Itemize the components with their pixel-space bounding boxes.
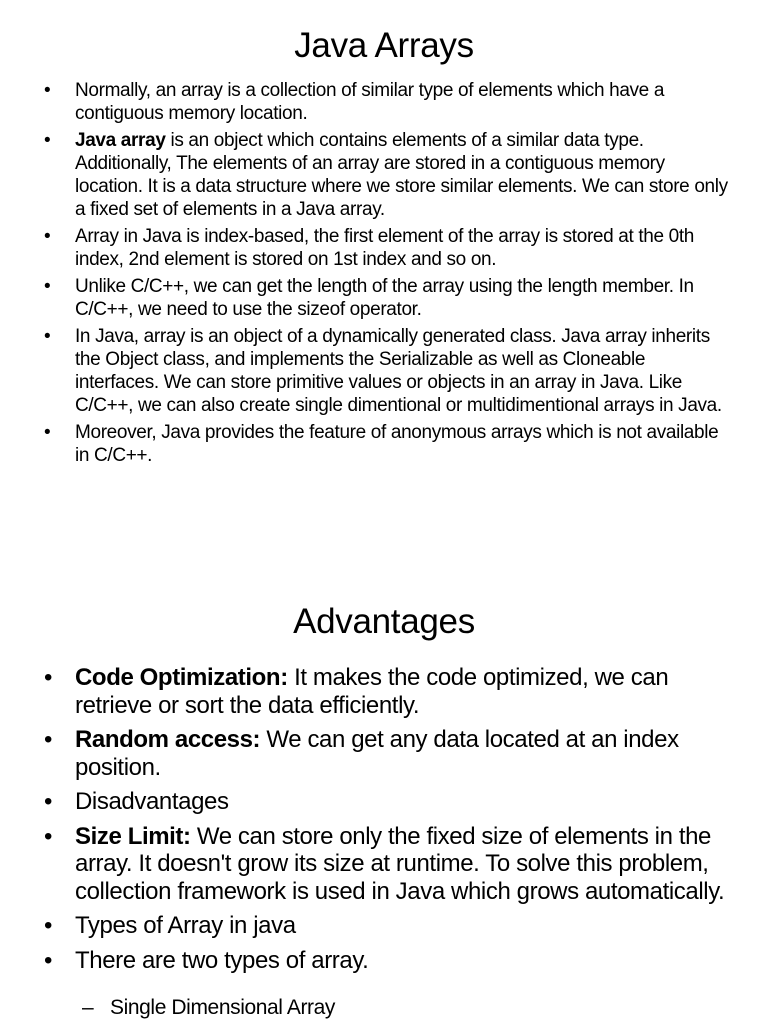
bullet-icon: • [44, 226, 51, 247]
bullet-icon: • [44, 326, 51, 347]
list-item [0, 912, 768, 940]
bullet-bold-lead: Java array [75, 130, 166, 151]
list-item [0, 726, 768, 781]
list-item [0, 129, 768, 221]
list-item [0, 79, 768, 125]
bullet-text: Array in Java is index-based, the first element of the array is stored at the 0th index, 2nd element is stored on 1st index and so on. [75, 226, 695, 270]
bullet-text: In Java, array is an object of a dynamically generated class. Java array inherits the Object class, and implements the Serializable as well as Cloneable interfaces. We can store primitive values or objects in an array in Java. Like C/C++, we can also create single dimentional or multidimentional arrays in Java. [75, 326, 722, 416]
bullet-bold-lead: Size Limit: [75, 822, 191, 850]
bullet-text: We can store only the fixed size of elements in the array. It doesn't grow its size at runtime. To solve this problem, collection framework is used in Java which grows automatically. [75, 822, 725, 905]
sub-bullet-text: Single Dimensional Array [110, 996, 336, 1019]
bullet-icon: • [44, 912, 53, 939]
dash-icon: – [82, 996, 94, 1019]
bullet-icon: • [44, 664, 53, 691]
bullet-icon: • [44, 276, 51, 297]
list-item [0, 664, 768, 719]
bullet-bold-lead: Code Optimization: [75, 664, 288, 691]
bullet-text: There are two types of array. [75, 946, 369, 974]
bullet-text: Unlike C/C++, we can get the length of the array using the length member. In C/C++, we need to use the sizeof operator. [75, 276, 694, 320]
sub-list-item [0, 994, 768, 1022]
bullet-icon: • [44, 946, 53, 974]
bullet-text: Moreover, Java provides the feature of anonymous arrays which is not available in C/C++. [75, 422, 719, 466]
bullet-icon: • [44, 422, 51, 443]
slide-advantages [0, 600, 768, 1029]
list-item [0, 225, 768, 271]
bullet-text: We can get any data located at an index position. [75, 726, 679, 781]
bullet-icon: • [44, 726, 53, 753]
slide-title: Advantages [293, 602, 475, 641]
bullet-icon: • [44, 822, 53, 850]
bullet-icon: • [44, 130, 51, 151]
sub-bullet-list [0, 994, 768, 1022]
list-item [0, 421, 768, 467]
list-item [0, 823, 768, 906]
bullet-text: Disadvantages [75, 788, 229, 815]
bullet-text: Types of Array in java [75, 912, 296, 939]
bullet-text: Normally, an array is a collection of similar type of elements which have a contiguous memory location. [75, 80, 665, 124]
list-item [0, 788, 768, 816]
list-item [0, 275, 768, 321]
bullet-list [0, 79, 768, 467]
bullet-bold-lead: Random access: [75, 726, 261, 753]
bullet-text: It makes the code optimized, we can retrieve or sort the data efficiently. [75, 664, 669, 719]
bullet-icon: • [44, 80, 51, 101]
list-item [0, 325, 768, 417]
bullet-icon: • [44, 788, 53, 815]
slide-title: Java Arrays [294, 26, 474, 65]
list-item [0, 947, 768, 975]
bullet-text: is an object which contains elements of a similar data type. Additionally, The elements of an array are stored in a contiguous memory location. It is a data structure where we store similar elements. We can store only a fixed set of elements in a Java array. [75, 130, 728, 220]
slide-java-arrays [0, 24, 768, 471]
bullet-list [0, 664, 768, 974]
